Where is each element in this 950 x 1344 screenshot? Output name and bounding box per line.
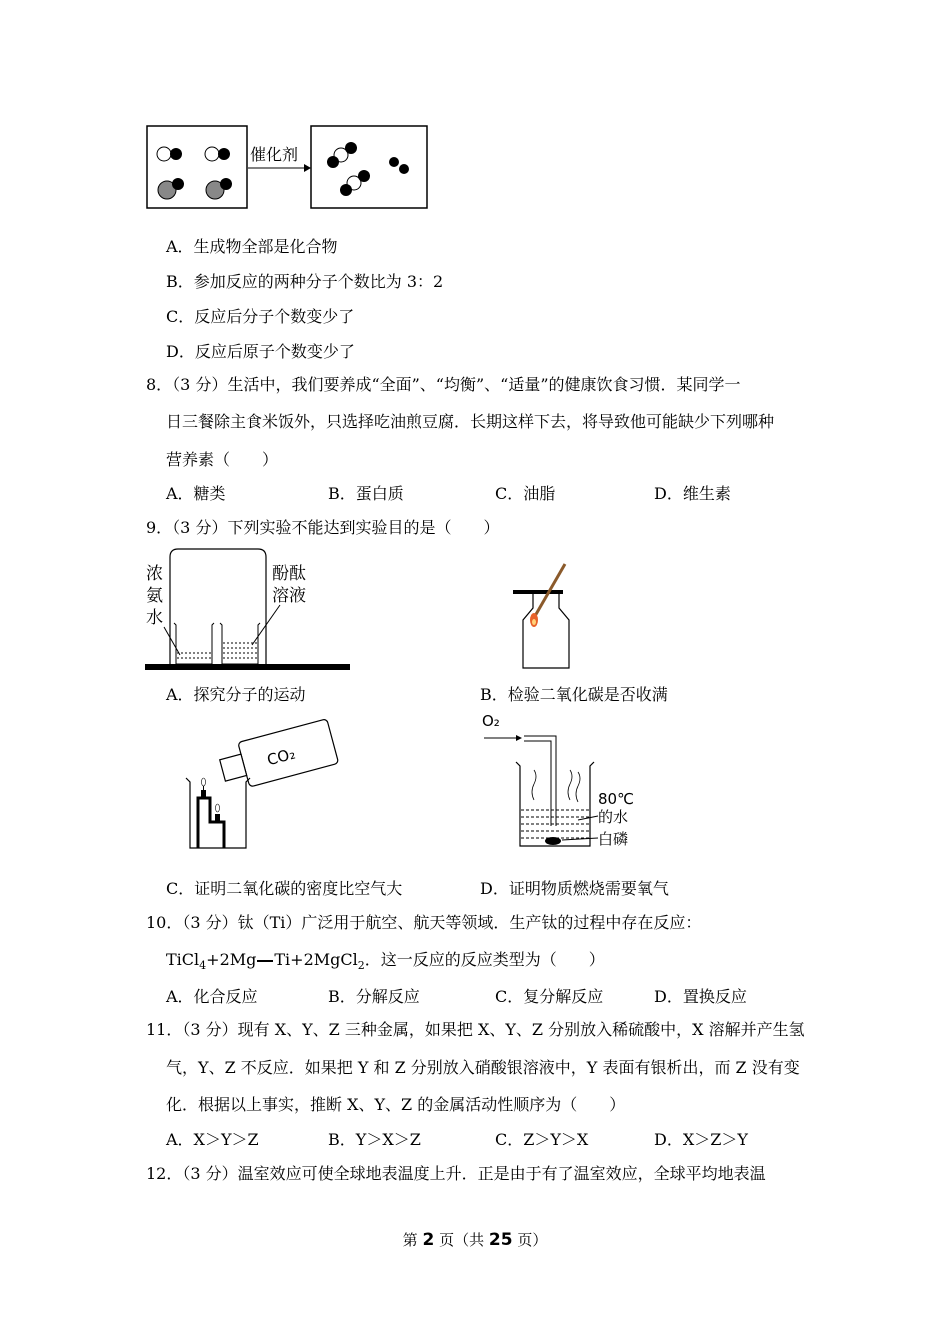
q11-option-a: A．X＞Y＞Z	[166, 1130, 259, 1149]
catalyst-label: 催化剂	[250, 145, 299, 164]
eq-sub-1: 4	[199, 959, 207, 973]
figure-d-water-label-2: 的水	[598, 808, 629, 826]
figure-d-phosphorus-label: 白磷	[598, 830, 629, 848]
q9-option-c: C．证明二氧化碳的密度比空气大	[166, 879, 403, 898]
page-footer	[0, 1229, 950, 1250]
q11-option-c: C．Z＞Y＞X	[495, 1130, 589, 1149]
figure-a-label-ammonia-3: 水	[146, 608, 163, 628]
figure-d-water-label-1: 80℃	[598, 790, 634, 808]
q11-stem-line-2: 气，Y、Z 不反应．如果把 Y 和 Z 分别放入硝酸银溶液中，Y 表面有银析出，而 Z 没有变	[166, 1058, 800, 1077]
q10-option-b: B．分解反应	[328, 987, 420, 1006]
q9-option-a: A．探究分子的运动	[166, 685, 306, 704]
q10-option-d: D．置换反应	[654, 987, 747, 1006]
q8-option-d: D．维生素	[654, 484, 731, 503]
figure-c-co2-density	[180, 718, 340, 868]
figure-a-label-phenolphthalein-1: 酚酞	[272, 564, 306, 584]
q11-stem-line-1: 11．（3 分）现有 X、Y、Z 三种金属，如果把 X、Y、Z 分别放入稀硫酸中，X 溶解并产生氢	[146, 1020, 805, 1039]
q8-option-b: B．蛋白质	[328, 484, 404, 503]
footer-suffix: 页）	[517, 1231, 548, 1249]
q8-option-a: A．糖类	[166, 484, 226, 503]
figure-a-label-ammonia-1: 浓	[146, 564, 163, 584]
reaction-diagram	[140, 120, 440, 215]
figure-d-combustion-oxygen	[478, 710, 658, 860]
q8-stem-line-1: 8．（3 分）生活中，我们要养成“全面”、“均衡”、“适量”的健康饮食习惯．某同学一	[146, 375, 741, 394]
footer-total-pages: 25	[488, 1230, 513, 1250]
eq-part-4: ．这一反应的反应类型为（ ）	[364, 950, 605, 969]
q10-option-c: C．复分解反应	[495, 987, 604, 1006]
q10-option-a: A．化合反应	[166, 987, 258, 1006]
q10-stem-line-1: 10．（3 分）钛（Ti）广泛用于航空、航天等领域．生产钛的过程中存在反应：	[146, 913, 702, 932]
q8-stem-line-3: 营养素（ ）	[166, 450, 279, 469]
q9-stem: 9．（3 分）下列实验不能达到实验目的是（ ）	[146, 518, 500, 537]
footer-prefix: 第	[402, 1231, 418, 1249]
figure-a-label-phenolphthalein-2: 溶液	[272, 586, 306, 606]
q8-option-c: C．油脂	[495, 484, 556, 503]
q7-option-b: B．参加反应的两种分子个数比为 3：2	[166, 272, 444, 291]
q12-stem-line-1: 12．（3 分）温室效应可使全球地表温度上升．正是由于有了温室效应，全球平均地表温	[146, 1164, 766, 1183]
eq-sub-2: 2	[357, 959, 365, 973]
figure-c-gas-label: CO₂	[265, 744, 298, 770]
footer-middle: 页（共	[439, 1231, 485, 1249]
eq-part-1: TiCl	[166, 950, 200, 969]
q7-option-c: C．反应后分子个数变少了	[166, 307, 355, 326]
q11-stem-line-3: 化．根据以上事实，推断 X、Y、Z 的金属活动性顺序为（ ）	[166, 1095, 626, 1114]
q7-option-d: D．反应后原子个数变少了	[166, 342, 355, 361]
eq-part-3: Ti+2MgCl	[274, 950, 358, 969]
footer-page-number: 2	[422, 1230, 435, 1250]
figure-a-molecule-motion	[140, 545, 355, 675]
q9-option-d: D．证明物质燃烧需要氧气	[480, 879, 669, 898]
figure-b-co2-full-test	[505, 560, 605, 675]
q10-equation	[166, 947, 605, 972]
eq-part-2: +2Mg	[206, 950, 257, 969]
q11-option-d: D．X＞Z＞Y	[654, 1130, 748, 1149]
figure-a-label-ammonia-2: 氨	[146, 586, 163, 606]
q8-stem-line-2: 日三餐除主食米饭外，只选择吃油煎豆腐．长期这样下去，将导致他可能缺少下列哪种	[166, 412, 775, 431]
eq-yields	[257, 960, 273, 962]
figure-d-gas-label: O₂	[482, 712, 500, 730]
q11-option-b: B．Y＞X＞Z	[328, 1130, 421, 1149]
q9-option-b: B．检验二氧化碳是否收满	[480, 685, 668, 704]
q7-option-a: A．生成物全部是化合物	[166, 237, 338, 256]
